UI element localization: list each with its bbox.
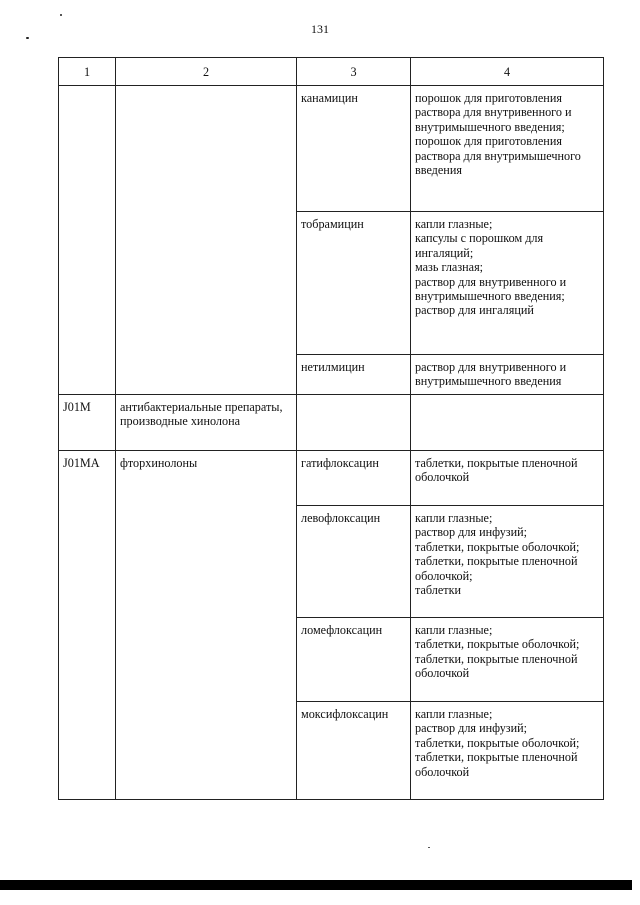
dosage-forms: капли глазные; раствор для инфузий; таблетки, покрытые оболочкой; таблетки, покрытые пленочной оболочкой [415,707,580,779]
drug-name: канамицин [301,91,358,105]
table-row [59,212,604,355]
drug-cell [297,506,411,618]
dosage-forms-cell [411,86,604,212]
dosage-forms: таблетки, покрытые пленочной оболочкой [415,456,578,485]
dosage-forms-cell [411,355,604,395]
column-header: 1 [59,58,116,86]
dosage-forms: капли глазные; капсулы с порошком для ингаляций; мазь глазная; раствор для внутривенного и внутримышечного введения; раствор для ингаляций [415,217,567,318]
group-name: антибактериальные препараты, производные хинолона [120,400,283,429]
atc-code-cell [59,506,116,618]
drug-name: нетилмицин [301,360,365,374]
table-row [59,702,604,800]
drug-name: тобрамицин [301,217,364,231]
atc-code-cell [59,451,116,506]
drug-cell [297,395,411,451]
atc-code: J01M [63,400,91,414]
scan-speck [60,14,62,16]
table-row [59,506,604,618]
scan-speck [428,847,430,848]
atc-code-cell [59,355,116,395]
dosage-forms-cell [411,451,604,506]
table-row [59,451,604,506]
group-cell [116,86,297,212]
column-header: 4 [411,58,604,86]
drug-cell [297,212,411,355]
group-cell [116,451,297,506]
group-cell [116,702,297,800]
dosage-forms: порошок для приготовления раствора для внутривенного и внутримышечного введения; порошок для приготовления раствора для внутримышечного введения [415,91,581,178]
drug-cell [297,451,411,506]
group-cell [116,618,297,702]
dosage-forms: капли глазные; раствор для инфузий; таблетки, покрытые оболочкой; таблетки, покрытые пленочной оболочкой; таблетки [415,511,580,598]
scan-speck [26,37,29,39]
drug-cell [297,702,411,800]
scan-edge-bar [0,880,632,890]
drug-name: левофлоксацин [301,511,381,525]
column-header: 3 [297,58,411,86]
dosage-forms-cell [411,506,604,618]
group-cell [116,355,297,395]
column-header: 2 [116,58,297,86]
dosage-forms-cell [411,395,604,451]
dosage-forms-cell [411,212,604,355]
atc-code-cell [59,212,116,355]
table-row [59,395,604,451]
atc-code-cell [59,702,116,800]
atc-code-cell [59,395,116,451]
atc-code: J01MA [63,456,100,470]
table-row [59,355,604,395]
page-number: 131 [311,22,329,36]
group-cell [116,212,297,355]
dosage-forms-cell [411,618,604,702]
dosage-forms-cell [411,702,604,800]
drug-name: гатифлоксацин [301,456,379,470]
group-name: фторхинолоны [120,456,198,470]
table-row [59,86,604,212]
drug-table [58,57,604,800]
group-cell [116,506,297,618]
table-header-row [59,58,604,86]
drug-cell [297,618,411,702]
dosage-forms: раствор для внутривенного и внутримышечного введения [415,360,567,389]
drug-name: моксифлоксацин [301,707,389,721]
drug-cell [297,86,411,212]
atc-code-cell [59,618,116,702]
drug-cell [297,355,411,395]
atc-code-cell [59,86,116,212]
dosage-forms: капли глазные; таблетки, покрытые оболочкой; таблетки, покрытые пленочной оболочкой [415,623,580,681]
table-row [59,618,604,702]
drug-name: ломефлоксацин [301,623,383,637]
group-cell [116,395,297,451]
